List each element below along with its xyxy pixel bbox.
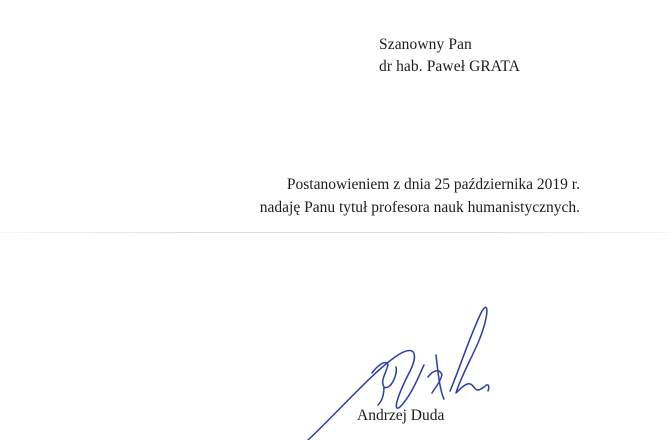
- recipient-name: dr hab. Paweł GRATA: [379, 58, 520, 75]
- signature-tail: [484, 385, 489, 391]
- body-line-2: nadaję Panu tytuł profesora nauk humanistycznych.: [259, 199, 580, 216]
- salutation-block: [379, 34, 520, 78]
- signature-initial-a: [372, 363, 396, 405]
- paper-fold-line: [0, 232, 670, 233]
- signature-tall-loop: [450, 307, 487, 393]
- body-line-1: Postanowieniem z dnia 25 października 2019 r.: [286, 176, 580, 193]
- salutation-greeting: Szanowny Pan: [379, 36, 472, 53]
- signature-initial-d: [428, 355, 444, 399]
- letter-body: [150, 173, 580, 219]
- signer-name: Andrzej Duda: [357, 407, 445, 424]
